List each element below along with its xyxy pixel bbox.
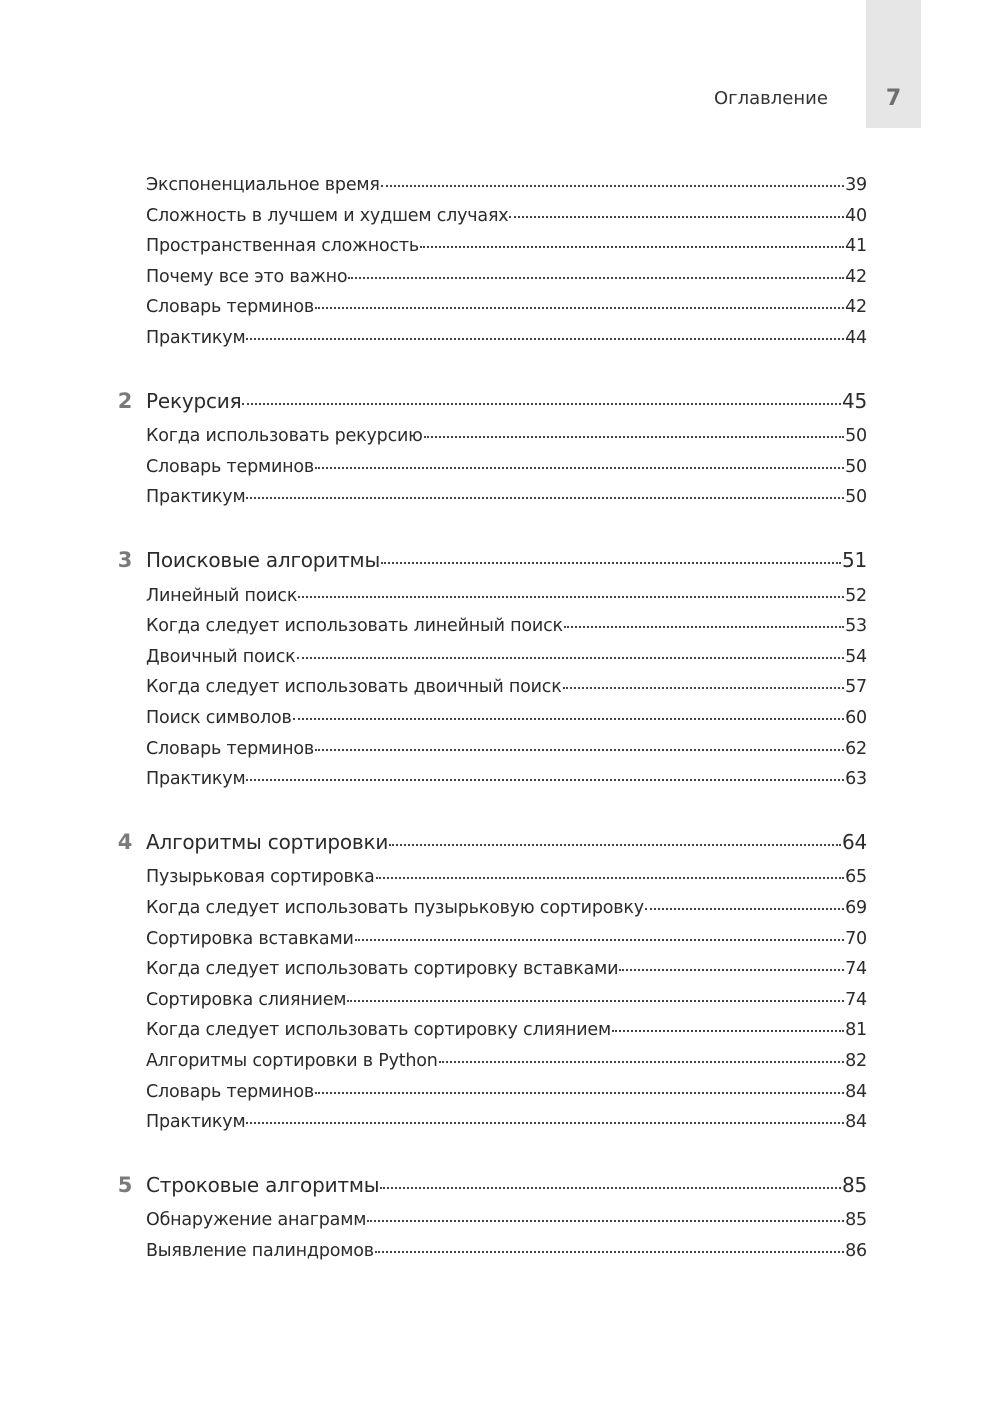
toc-entry-page: 74 [845,959,867,980]
dot-leader [563,686,845,689]
toc-entry-page: 41 [845,236,867,257]
toc-entry-title: Сортировка вставками [146,928,354,949]
toc-entry-title: Двоичный поиск [146,646,296,667]
toc-entry[interactable] [146,203,867,229]
dot-leader [246,778,844,781]
running-head-title: Оглавление [714,88,828,109]
toc-entry[interactable] [146,1048,867,1074]
toc-entry-title: Обнаружение анаграмм [146,1210,367,1231]
toc-entry-page: 42 [845,297,867,318]
toc-entry-title: Когда следует использовать пузырьковую сортировку [146,898,644,918]
dot-leader [564,625,844,628]
dot-leader [509,215,844,218]
dot-leader [297,656,845,659]
dot-leader [298,595,844,598]
toc-entry-title: Алгоритмы сортировки [146,829,389,854]
toc-entry-title: Словарь терминов [146,456,315,477]
toc-entry[interactable] [146,172,867,198]
dot-leader [645,907,844,910]
toc-entry-title: Практикум [146,328,246,348]
toc-entry[interactable] [146,325,867,351]
dot-leader [315,748,844,751]
toc-entry-title: Когда следует использовать линейный поиск [146,616,563,637]
toc-entry[interactable] [146,454,867,480]
toc-entry-title: Практикум [146,487,246,508]
dot-leader [315,306,844,309]
toc-entry-page: 84 [845,1081,867,1102]
toc-entry[interactable] [146,1079,867,1105]
chapter-number: 2 [117,388,133,413]
dot-leader [246,1121,844,1124]
toc-entry-title: Линейный поиск [146,585,298,606]
dot-leader [242,402,841,405]
chapter-number: 4 [117,829,133,854]
toc-entry-title: Поисковые алгоритмы [146,548,381,572]
toc-entry[interactable] [146,736,867,762]
dot-leader [389,843,841,846]
toc-entry[interactable] [146,233,867,259]
toc-entry[interactable] [146,484,867,510]
dot-leader [293,717,845,720]
toc-entry-page: 64 [841,829,867,854]
toc-entry-page: 57 [845,677,867,698]
toc-entry-page: 50 [845,456,867,477]
dot-leader [246,337,844,340]
toc-entry-title: Когда следует использовать сортировку слиянием [146,1020,611,1041]
toc-entry[interactable] [146,1238,867,1264]
toc-entry-title: Практикум [146,769,246,790]
toc-entry-title: Пузырьковая сортировка [146,867,375,888]
toc-entry[interactable] [146,926,867,952]
dot-leader [347,999,844,1002]
dot-leader [424,435,844,438]
toc-entry-page: 65 [845,867,867,888]
toc-entry-title: Поиск символов [146,708,292,728]
toc-entry-page: 85 [841,1172,867,1197]
dot-leader [439,1060,844,1063]
toc-entry-page: 82 [845,1051,867,1071]
toc-entry-page: 60 [845,708,867,728]
toc-entry-page: 52 [845,585,867,606]
toc-entry-page: 42 [845,266,867,287]
toc-entry[interactable] [146,613,867,639]
dot-leader [381,184,844,187]
dot-leader [381,561,841,564]
toc-chapter-entry[interactable] [146,1170,867,1200]
toc-entry-title: Словарь терминов [146,297,315,318]
toc-entry[interactable] [146,294,867,320]
dot-leader [619,968,844,971]
toc-entry-title: Строковые алгоритмы [146,1172,380,1197]
toc-entry-title: Практикум [146,1112,246,1133]
page-number-tab [866,0,921,128]
toc-entry[interactable] [146,1207,867,1233]
toc-entry-page: 81 [845,1020,867,1041]
toc-entry-page: 50 [845,487,867,508]
toc-entry-title: Рекурсия [146,388,242,413]
toc-entry-page: 51 [841,548,867,572]
toc-entry-page: 86 [845,1241,867,1261]
toc-entry-title: Алгоритмы сортировки в Python [146,1051,438,1071]
toc-entry[interactable] [146,644,867,670]
dot-leader [315,1091,844,1094]
toc-entry-page: 45 [841,388,867,413]
toc-entry[interactable] [146,264,867,290]
toc-entry-page: 63 [845,769,867,790]
toc-entry-title: Выявление палиндромов [146,1241,374,1261]
toc-entry-title: Словарь терминов [146,738,315,759]
dot-leader [420,245,844,248]
dot-leader [375,1250,844,1253]
toc-entry-title: Когда следует использовать сортировку вставками [146,959,619,980]
toc-entry-title: Экспоненциальное время [146,175,380,195]
toc-entry-title: Словарь терминов [146,1081,315,1102]
toc-entry-page: 50 [845,426,867,447]
toc-entry-page: 44 [845,328,867,348]
toc-entry-page: 69 [845,898,867,918]
toc-entry[interactable] [146,1017,867,1043]
dot-leader [376,876,845,879]
toc-entry[interactable] [146,423,867,449]
toc-entry-page: 74 [845,989,867,1010]
toc-entry-page: 70 [845,928,867,949]
toc-entry-page: 39 [845,175,867,195]
toc-entry[interactable] [146,895,867,921]
toc-chapter-entry[interactable] [146,386,867,416]
toc-entry[interactable] [146,705,867,731]
chapter-number: 3 [117,548,133,572]
toc-entry[interactable] [146,1109,867,1135]
toc-chapter-entry[interactable] [146,545,867,575]
toc-entry-title: Сортировка слиянием [146,989,347,1010]
toc-entry-title: Сложность в лучшем и худшем случаях [146,205,509,226]
toc-entry-page: 54 [845,646,867,667]
toc-entry[interactable] [146,987,867,1013]
toc-entry-page: 53 [845,616,867,637]
page-number: 7 [885,86,902,111]
toc-entry-page: 62 [845,738,867,759]
toc-chapter-entry[interactable] [146,827,867,857]
dot-leader [355,938,845,941]
dot-leader [315,466,844,469]
toc-entry-title: Когда следует использовать двоичный поиск [146,677,562,698]
toc-entry-title: Пространственная сложность [146,236,420,257]
dot-leader [348,276,844,279]
toc-entry-title: Почему все это важно [146,266,348,287]
dot-leader [380,1186,841,1189]
toc-entry[interactable] [146,674,867,700]
dot-leader [367,1219,844,1222]
toc-entry-page: 40 [845,205,867,226]
toc-entry-page: 84 [845,1112,867,1133]
dot-leader [612,1029,844,1032]
chapter-number: 5 [117,1172,133,1197]
toc-entry-title: Когда использовать рекурсию [146,426,423,447]
toc-entry-page: 85 [845,1210,867,1231]
toc-entry[interactable] [146,864,867,890]
dot-leader [246,496,844,499]
toc-entry[interactable] [146,766,867,792]
toc-entry[interactable] [146,956,867,982]
toc-entry[interactable] [146,583,867,609]
